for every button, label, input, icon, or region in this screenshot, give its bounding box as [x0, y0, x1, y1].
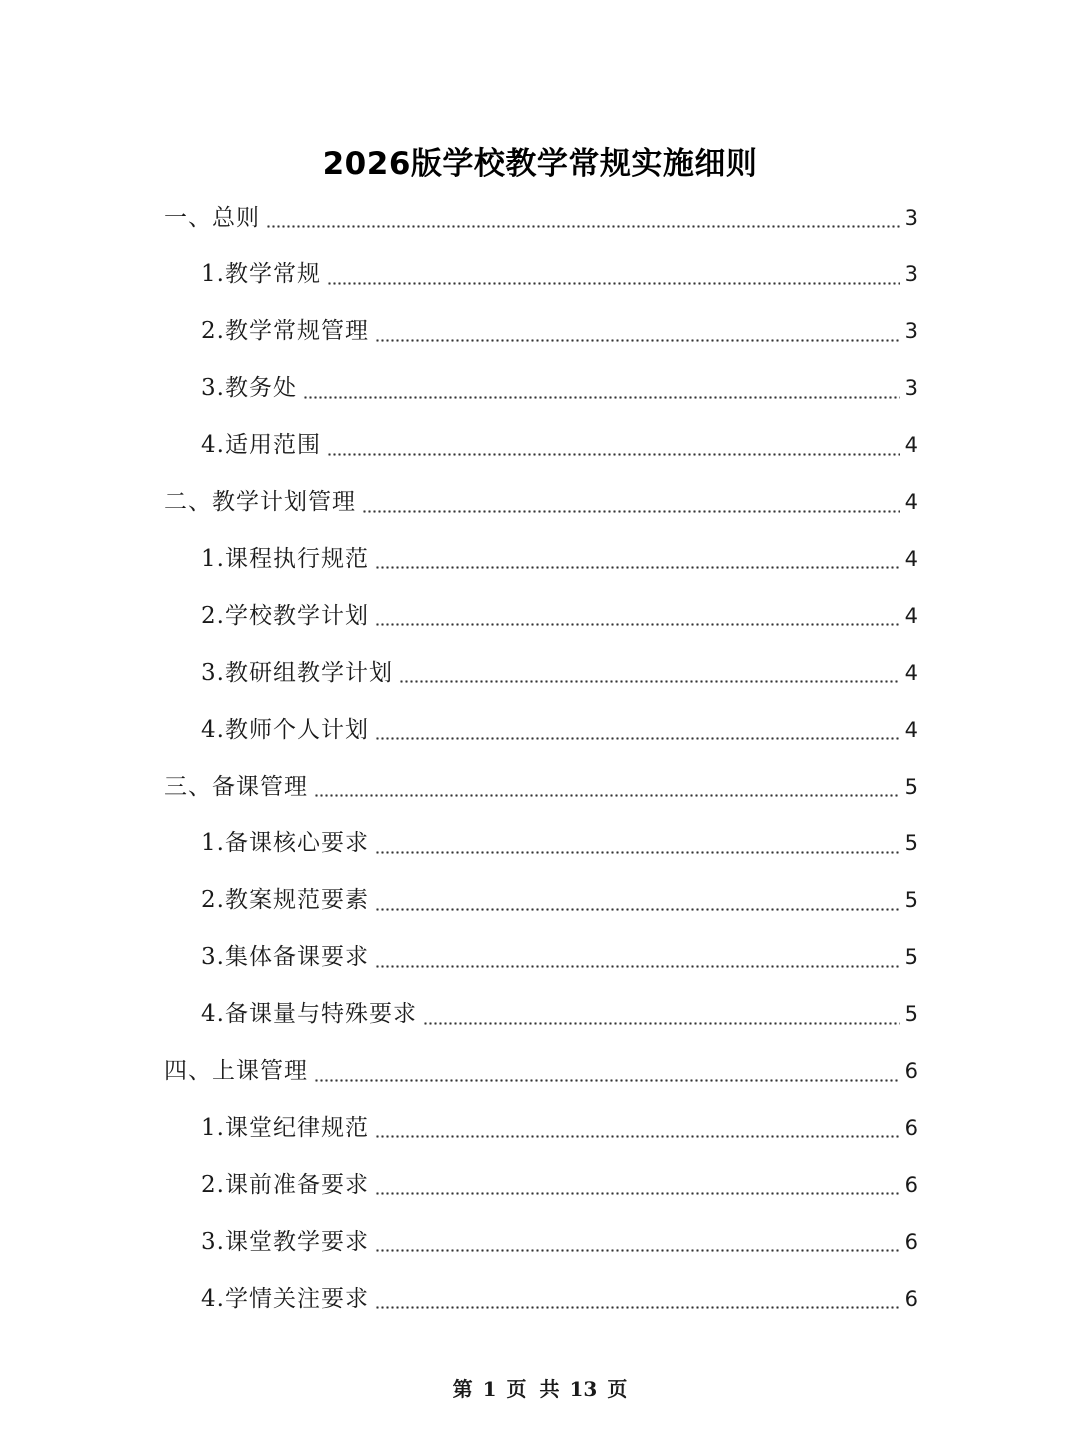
toc-page-number: 3 [904, 205, 918, 230]
toc-subsection-entry[interactable] [201, 872, 918, 929]
toc-subsection-entry[interactable] [201, 1156, 918, 1213]
footer-total-pages: 13 [569, 1377, 598, 1401]
toc-entry-label: 4.备课量与特殊要求 [201, 1001, 417, 1028]
toc-entry-label: 4.教师个人计划 [201, 716, 369, 743]
toc-dot-leader [327, 282, 900, 285]
toc-page-number: 6 [904, 1115, 918, 1140]
toc-dot-leader [375, 1306, 900, 1309]
toc-dot-leader [375, 1192, 900, 1195]
toc-subsection-entry[interactable] [201, 701, 918, 758]
toc-entry-label: 2.课前准备要求 [201, 1171, 369, 1198]
toc-entry-label: 4.适用范围 [201, 432, 321, 459]
toc-dot-leader [375, 1249, 900, 1252]
toc-subsection-entry[interactable] [201, 303, 918, 360]
toc-section-entry[interactable] [164, 474, 918, 531]
toc-subsection-entry[interactable] [201, 1099, 918, 1156]
toc-page-number: 5 [904, 888, 918, 913]
toc-entry-label: 4.学情关注要求 [201, 1285, 369, 1312]
toc-entry-label: 3.课堂教学要求 [201, 1228, 369, 1255]
toc-dot-leader [375, 851, 900, 854]
page-footer [0, 1373, 1080, 1402]
toc-page-number: 6 [904, 1286, 918, 1311]
toc-subsection-entry[interactable] [201, 246, 918, 303]
toc-page-number: 4 [904, 603, 918, 628]
toc-subsection-entry[interactable] [201, 530, 918, 587]
document-title: 2026版学校教学常规实施细则 [322, 146, 758, 182]
toc-entry-label: 3.集体备课要求 [201, 944, 369, 971]
toc-entry-label: 1.课程执行规范 [201, 545, 369, 572]
toc-section-entry[interactable] [164, 189, 918, 246]
toc-page-number: 5 [904, 945, 918, 970]
footer-prefix: 第 [452, 1377, 473, 1401]
toc-page-number: 4 [904, 546, 918, 571]
toc-subsection-entry[interactable] [201, 815, 918, 872]
toc-page-number: 3 [904, 376, 918, 401]
toc-page-number: 4 [904, 660, 918, 685]
toc-entry-label: 3.教研组教学计划 [201, 659, 393, 686]
toc-subsection-entry[interactable] [201, 587, 918, 644]
toc-dot-leader [375, 339, 900, 342]
toc-page-number: 4 [904, 490, 918, 514]
toc-page-number: 6 [904, 1172, 918, 1197]
toc-dot-leader [303, 396, 900, 399]
toc-dot-leader [327, 453, 900, 456]
toc-page-number: 3 [904, 262, 918, 287]
footer-suffix: 页 [607, 1377, 628, 1401]
toc-entry-label: 2.学校教学计划 [201, 602, 369, 629]
toc-dot-leader [375, 623, 900, 626]
footer-middle: 页 共 [506, 1377, 560, 1401]
toc-entry-label: 2.教学常规管理 [201, 318, 369, 345]
toc-page-number: 6 [904, 1059, 918, 1083]
toc-dot-leader [375, 908, 900, 911]
toc-dot-leader [375, 566, 900, 569]
toc-entry-label: 二、教学计划管理 [164, 489, 356, 515]
toc-page-number: 5 [904, 831, 918, 856]
toc-dot-leader [375, 1135, 900, 1138]
toc-subsection-entry[interactable] [201, 360, 918, 417]
toc-dot-leader [375, 965, 900, 968]
toc-entry-label: 四、上课管理 [164, 1058, 308, 1084]
toc-subsection-entry[interactable] [201, 1213, 918, 1270]
toc-section-entry[interactable] [164, 758, 918, 815]
toc-dot-leader [266, 225, 900, 228]
toc-dot-leader [314, 794, 900, 797]
toc-subsection-entry[interactable] [201, 1270, 918, 1327]
toc-page-number: 5 [904, 1002, 918, 1027]
toc-dot-leader [423, 1022, 900, 1025]
toc-subsection-entry[interactable] [201, 644, 918, 701]
toc-entry-label: 一、总则 [164, 204, 260, 231]
toc-section-entry[interactable] [164, 1043, 918, 1100]
toc-page-number: 4 [904, 433, 918, 458]
toc-entry-label: 1.备课核心要求 [201, 830, 369, 857]
toc-entry-label: 1.课堂纪律规范 [201, 1114, 369, 1141]
toc-page-number: 6 [904, 1229, 918, 1254]
toc-dot-leader [362, 510, 900, 513]
footer-current-page: 1 [482, 1377, 497, 1401]
toc-subsection-entry[interactable] [201, 986, 918, 1043]
toc-entry-label: 1.教学常规 [201, 261, 321, 288]
toc-subsection-entry[interactable] [201, 417, 918, 474]
toc-page-number: 3 [904, 319, 918, 344]
toc-entry-label: 三、备课管理 [164, 773, 308, 800]
toc-dot-leader [314, 1079, 900, 1082]
toc-page-number: 5 [904, 774, 918, 799]
toc-entry-label: 3.教务处 [201, 375, 297, 402]
toc-dot-leader [399, 680, 900, 683]
toc-subsection-entry[interactable] [201, 929, 918, 986]
toc-dot-leader [375, 737, 900, 740]
toc-page-number: 4 [904, 717, 918, 742]
toc-entry-label: 2.教案规范要素 [201, 887, 369, 914]
